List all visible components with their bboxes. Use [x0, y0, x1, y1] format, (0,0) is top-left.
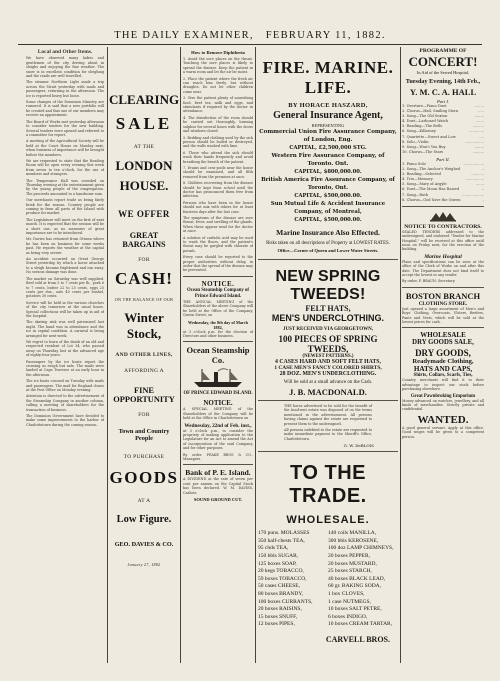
part-one-label: Part I. [437, 99, 449, 104]
ad-other-lines: AND OTHER LINES, [115, 352, 173, 358]
goods-item: 60 gr. BAKING SODA, [328, 583, 382, 590]
ad-for: FOR [138, 257, 150, 263]
spring-tweeds-pieces: 100 PIECES OF SPRING TWEEDS, [278, 334, 378, 354]
ad-at-the: AT THE [133, 144, 155, 150]
diphtheria-title: How to Remove Diphtheria [191, 50, 245, 55]
ad-signature: GEO. DAVIES & CO. [114, 541, 174, 548]
goods-item: 20 boxes RAISINS, [258, 606, 302, 613]
ad-goods: GOODS [109, 468, 179, 487]
company-2-capital: CAPITAL, $800,000.00. [294, 169, 362, 175]
representing-label: REPRESENTING [311, 123, 345, 128]
pawnbroking-text: Money advanced on watches, jewellery, and all kinds of merchandise. Strictly private and confidential. [402, 398, 484, 412]
steamship-heading: Ocean Steamship Co. [186, 345, 250, 366]
company-1-capital: CAPITAL, £2,500,000 STG. [289, 145, 367, 151]
goods-item: 125 boxes SOAP, [258, 560, 297, 567]
contractors-text: SEALED TENDERS addressed to the undersigned, and endorsed "Tender for Marine Hospital," will be received at this office until noon on Friday next, for the erection of the building. [402, 229, 484, 252]
hospital-text: Plans and specifications can be seen at the office of the Clerk of Works on and after this date. The Department does not bind itself to accept the lowest or any tender. By order, F. BRAUN, Secretary. [402, 259, 484, 284]
ad-at-a: AT A [137, 498, 151, 504]
goods-item: 20 boxes MUSTARD, [328, 560, 377, 567]
marine-insurance-line: Marine Insurance Also Effected. [276, 228, 380, 237]
goods-list-right [328, 530, 398, 629]
column-notices [183, 48, 253, 663]
divider [402, 327, 484, 328]
column-rule [107, 47, 108, 663]
ad-great-bargains: GREAT BARGAINS [122, 231, 166, 249]
column-rule [400, 47, 401, 663]
wholesale-goods-list [258, 530, 398, 629]
ad-town-country: Town and Country People [118, 428, 170, 442]
divider [402, 287, 484, 288]
fire-marine-life-heading: FIRE. MARINE. LIFE. [262, 58, 394, 97]
ad-low-figure: Low Figure. [116, 514, 172, 525]
goods-item: 170 puns. MOLASSES [258, 530, 310, 537]
masthead [18, 30, 482, 45]
crest-icon [428, 210, 458, 222]
masthead-paper-name: THE DAILY EXAMINER, [114, 30, 254, 41]
wanted-text: A good general servant. Apply at this office. Good wages will be given to a competent person. [402, 425, 484, 439]
company-3: British America Fire Assurance Company, of Toronto, Ont. [261, 177, 395, 191]
notice-text-3: A SPECIAL MEETING of the Shareholders of the Company will be held at the Office in Charlottetown on [183, 407, 253, 421]
steamship-sub: OF PRINCE EDWARD ISLAND. [183, 391, 253, 397]
notice-meeting-date: Wednesday, the 8th day of March 1882, [188, 319, 248, 330]
diphtheria-text: 1. Avoid the sore places on the throat. Touching the sore places is likely to spread the disease. Keep the patient in a warm room and let the air be moist. 2. Place the patient where the fresh air can reach him freely, but without draughts. Do not let other children come near. 3. Give the patient plenty of nourishing food, beef tea, milk and eggs, and stimulants if required by the doctor in attendance. 4. The disinfection of the room should be carried out thoroughly, burning sulphur for several hours with the doors and windows closed. 5. Bedding and clothing used by the sick person should be boiled or destroyed, and the walls washed with lime. 6. Those who attend the sick should wash their hands frequently and avoid breathing the breath of the patient. 7. Drains and cess-pools near the house should be examined, and all filth removed from the premises at once. 8. Children recovering from the disease should be kept from school until the doctor has pronounced them free from infection. Persons who have been in the house should not mix with others for at least fourteen days after the last case. The symptoms of the disease are sore throat, fever, and swelling of the glands. When these appear send for the doctor at once. A solution of carbolic acid may be used to wash the floors, and the patient's throat may be gargled with chlorate of potash. Every case should be reported to the proper authorities without delay, in order that the spread of the disease may be prevented. [183, 57, 253, 273]
boston-text: Just opened a large assortment of Men's and Boys' Clothing, Overcoats, Ulsters, Reefers, Pants and Vests, which will be sold at the lowest prices for cash. [402, 306, 484, 324]
column-local-items [26, 48, 104, 663]
contractors-heading: NOTICE TO CONTRACTORS. [404, 223, 482, 230]
column-rule [180, 47, 181, 663]
goods-item: 1 box CLOVES, [328, 591, 365, 597]
goods-item: 95 chds TEA, [258, 545, 289, 552]
company-1: Commercial Union Fire Assurance Company, of London, Eng. [259, 129, 397, 143]
programme-part-one: 1. Overture—Piano Duet ........ 2. Chorus—Hail, Smiling Morn ..... 3. Song—The Old Sexton ........ 4. Duet—Larboard Watch ....... 5. Reading—The Bells .......... 6. Song—Killarney ............. 7. Quartette—Sweet and Low .... 8. Solo—Violin ................. 9. Song—Won't You Buy ........ 10. Chorus—The Stars .......... [402, 104, 484, 154]
dry-goods-heading: DRY GOODS, [415, 348, 471, 359]
notice-text-2: at 3 o'clock p.m. for the election of Directors and other business. [183, 329, 253, 338]
sheriff-notice: THE horse advertised to be sold for the benefit of the Insolvent estate was disposed of on the terms mentioned in the advertisement. All persons having claims against the estate are requested to present them to the undersigned. All persons indebted to the estate are requested to make immediate payment to the Sheriff's Office, Charlottetown. [284, 404, 372, 441]
goods-item: 59 boxes TOBACCO, [258, 575, 307, 582]
masthead-date: FEBRUARY 11, 1882. [265, 30, 386, 41]
notice-company: Ocean Steamship Company of Prince Edward Island. [187, 287, 249, 299]
goods-item: 100 boxes CURRANTS, [258, 598, 313, 605]
goods-item: 40 boxes BLACK LEAD, [328, 575, 386, 582]
felt-hats-line: FELT HATS, [305, 304, 351, 313]
steamship-icon [190, 367, 246, 389]
local-items-title: Local and Other Items. [37, 49, 93, 55]
macdonald-signature: J. B. MACDONALD. [289, 387, 367, 397]
felt-hats-cases: 4 CASES HARD AND SOFT FELT HATS, [275, 359, 381, 365]
ad-to-purchase: TO PURCHASE [123, 454, 165, 460]
notice-text: THE ANNUAL MEETING of the Shareholders of the above Company will be held at the Office of the Company, Queen Street, on [183, 299, 253, 318]
underclothing-dozens: 28 DOZ. MEN'S UNDERCLOTHING. [279, 371, 377, 377]
risks-line: Risks taken on all descriptions of Property at LOWEST RATES. [266, 241, 390, 246]
goods-item: 6 boxes INDIGO, [328, 613, 368, 620]
programme-part-two: 1. Piano Solo .................. 2. Song—The Anchor's Weighed .. 3. Reading—Selected ........... 4. Trio—Memory ................ 5. Song—Mary of Argyle ....... 6. Duet—The Moon Has Raised .. 7. Song—Ruth ................... 8. Chorus—God Save the Queen . [402, 161, 484, 202]
goods-item: 20 boxes PEPPER, [328, 553, 371, 560]
just-received-line: JUST RECEIVED VIA GEORGETOWN, [282, 327, 374, 332]
divider [258, 259, 398, 260]
goods-item: 25 boxes STARCH, [328, 568, 372, 575]
wholesale-heading: WHOLESALE. [286, 514, 370, 527]
goods-item: 12 boxes PIPES, [258, 621, 295, 628]
marine-hospital-heading: Marine Hospital [424, 253, 462, 260]
spring-tweeds-heading: NEW SPRING TWEEDS! [275, 268, 381, 303]
goods-item: 20 kegs TOBACCO, [258, 568, 304, 575]
divider [402, 206, 484, 207]
drygoods-sale: DRY GOODS SALE, [412, 339, 474, 347]
concert-heading: CONCERT! [408, 54, 478, 69]
agent-title: General Insurance Agent, [273, 110, 383, 121]
goods-item: 1 case NUTMEGS, [328, 598, 371, 605]
ad-house: HOUSE. [119, 178, 169, 193]
goods-item: 50 cases CHEESE, [258, 583, 301, 590]
pawnbroking-heading: Great Pawnbroking Emporium [410, 393, 476, 399]
clothing-store-heading: CLOTHING STORE. [418, 300, 468, 307]
ad-clearing: CLEARING [109, 92, 179, 107]
divider [183, 276, 253, 277]
programme-heading: PROGRAMME OF [419, 48, 467, 54]
goods-item: 350 half-chests TEA, [258, 537, 305, 544]
column-clearing-sale-ad [109, 48, 179, 663]
ad-winter-stock: Winter Stock, [124, 310, 164, 341]
concert-aid: In Aid of the Sewed Hospital, [416, 70, 470, 75]
goods-item: 150 bbls SUGAR, [258, 553, 299, 560]
divider [183, 341, 253, 342]
office-line: Office—Corner of Queen and Lower Water Streets. [277, 248, 379, 253]
carvell-signature: CARVELL BROS. [325, 634, 390, 644]
goods-item: 80 boxes BRANDY, [258, 591, 303, 597]
notice-meeting-date-2: Wednesday, 22nd of Feb. inst., [184, 422, 252, 429]
coupons-line: SOUND GROUND CUT. [193, 497, 243, 502]
notice-heading: NOTICE. [201, 279, 235, 288]
ad-cash: CASH! [115, 269, 173, 288]
underclothing-line: MEN'S UNDERCLOTHING. [271, 313, 385, 323]
newest-patterns: (NEWEST PATTERNS.) [302, 354, 354, 359]
concert-venue: Y. M. C. A. HALL [409, 87, 477, 97]
readymade-clothing: Readymade Clothing, [412, 358, 474, 366]
company-4-capital: CAPITAL, $500,000.00. [294, 217, 362, 223]
hats-caps: HATS AND CAPS, [413, 365, 473, 374]
ad-date: January 27, 1882 [127, 562, 161, 567]
goods-item: 15 boxes SNUFF, [258, 613, 298, 620]
wholesale-label: WHOLESALE [420, 331, 466, 340]
shirts-case: 1 CASE MEN'S FANCY COLORED SHIRTS, [274, 365, 382, 371]
ad-we-offer: WE OFFER [118, 209, 170, 219]
column-rule [255, 47, 256, 663]
company-4: Sun Mutual Life & Accident Insurance Company, of Montreal, [270, 201, 386, 215]
notice-heading-2: NOTICE. [203, 399, 233, 408]
part-two-label: Part II. [436, 156, 450, 162]
ad-for-2: FOR [138, 412, 150, 418]
notice-text-4: at 3 o'clock p.m., to consider the propriety of making application to the Legislature for an Act to amend the Act of incorporation of the said Company, and for other purposes. By order. PEAKE BROS & CO., Managers. [183, 428, 253, 461]
divider [258, 400, 398, 401]
company-3-capital: CAPITAL, $500,000.00. [294, 193, 362, 199]
goods-item: 100 doz LAMP CHIMNEYS, [328, 545, 394, 552]
sheriff-signature: G. W. DeBLOIS [343, 443, 374, 449]
column-concert-and-ads [402, 48, 484, 663]
bank-heading: Bank of P. E. Island. [185, 468, 251, 478]
drygoods-text: Country merchants will find it to their advantage to inspect our stock before purchasing elsewhere. [402, 378, 484, 392]
ad-fine-opportunity: FINE OPPORTUNITY [113, 386, 175, 404]
goods-item: 10 boxes CREAM TARTAR, [328, 621, 393, 628]
body-text-block: We have observed many ladies and gentlemen of the city driving about in sleighs and enjoying the fine weather. The snow is in excellent condition for sleighing and the roads are well travelled. The steamer Northern Light made a trip across the Strait yesterday with mails and passengers, returning in the afternoon. The ice is reported heavy but loose. Some changes of the Dominion Ministry are rumored. It is said that a new portfolio will be created and that one of our members may receive an appointment. The Board of Works met yesterday afternoon to consider tenders for the new building. Several tenders were opened and referred to a committee for report. A meeting of the Agricultural Society will be held at the Court House on Monday next, when business of importance will be brought before the members. We are requested to state that the Reading Room will be open every evening this week from seven to ten o'clock, for the use of members and strangers. The Temperance Hall was crowded on Thursday evening at the entertainment given by the young people of the congregation. The proceeds amounted to a handsome sum. Our merchants report trade as being fairly brisk for the season. Country people are coming in from all parts of the Island with produce for market. The Legislature will meet on the first of next month. It is expected that the session will be a short one, as no measures of great importance are to be introduced. Mr. Davies has returned from Ottawa where he has been on business for some weeks past. He reports the weather at the capital as being very severe. An accident occurred on Great George Street yesterday, by which a horse attached to a sleigh became frightened and ran away. No serious damage was done. The market on Saturday was well supplied. Beef sold at from 5 to 7 cents per lb., pork 6 to 7 cents, butter 22 to 25 cents, eggs 25 cents per doz., oats 40 cents per bushel, potatoes 30 cents. Service will be held in the various churches of the city tomorrow at the usual hours. Special collections will be taken up in aid of the hospital. The skating rink was well patronized last night. The band was in attendance and the ice in capital condition. A carnival is being arranged for next week. We regret to learn of the death of an old and respected resident of Lot 34, who passed away on Thursday last at the advanced age of eighty-four years. Passengers by the ice boats report the crossing as rough but safe. The mails were landed at Cape Traverse at an early hour in the afternoon. The ice boats crossed on Tuesday with mails and passengers. The mail for England closes at the Post Office on Monday evening. Attention is directed to the advertisement of the Steamship Company in another column, calling a meeting of shareholders for the transaction of business. The Dominion Government have decided to make some improvements to the harbor of Charlottetown during the coming season. [26, 56, 104, 427]
goods-item: 300 bbls KEROSENE, [328, 537, 379, 544]
boston-branch-heading: BOSTON BRANCH [405, 290, 481, 301]
goods-item: 10 boxes SALT PETRE, [328, 606, 382, 613]
ad-london: LONDON [115, 158, 173, 173]
company-2: Western Fire Assurance Company, of Toronto. Ont. [271, 153, 385, 167]
concert-date: Tuesday Evening, 14th Feb., [405, 78, 481, 85]
divider [258, 451, 398, 452]
to-the-trade-heading: TO THE TRADE. [289, 462, 367, 508]
wanted-heading: WANTED. [417, 413, 469, 426]
shirts-collars: Shirts, Collars, Scarfs, Ties, [413, 373, 473, 379]
goods-item: 140 coils MANILLA, [328, 530, 377, 537]
divider [183, 464, 253, 465]
goods-list-left [258, 530, 328, 629]
bank-text: A DIVIDEND at the rate of seven per cent per annum on the Capital Stock has been declared. W. M. DAVIES, Cashier. [183, 477, 253, 495]
sold-line: Will be sold at a small advance on the Cash. [283, 380, 373, 385]
ad-sale: SALE [115, 114, 173, 133]
ad-balance: ON THE BALANCE OF OUR [114, 297, 174, 302]
ad-affording: AFFORDING A [124, 368, 164, 374]
agent-byline: BY HORACE HASZARD, [288, 102, 368, 109]
column-insurance-and-trade [258, 48, 398, 663]
